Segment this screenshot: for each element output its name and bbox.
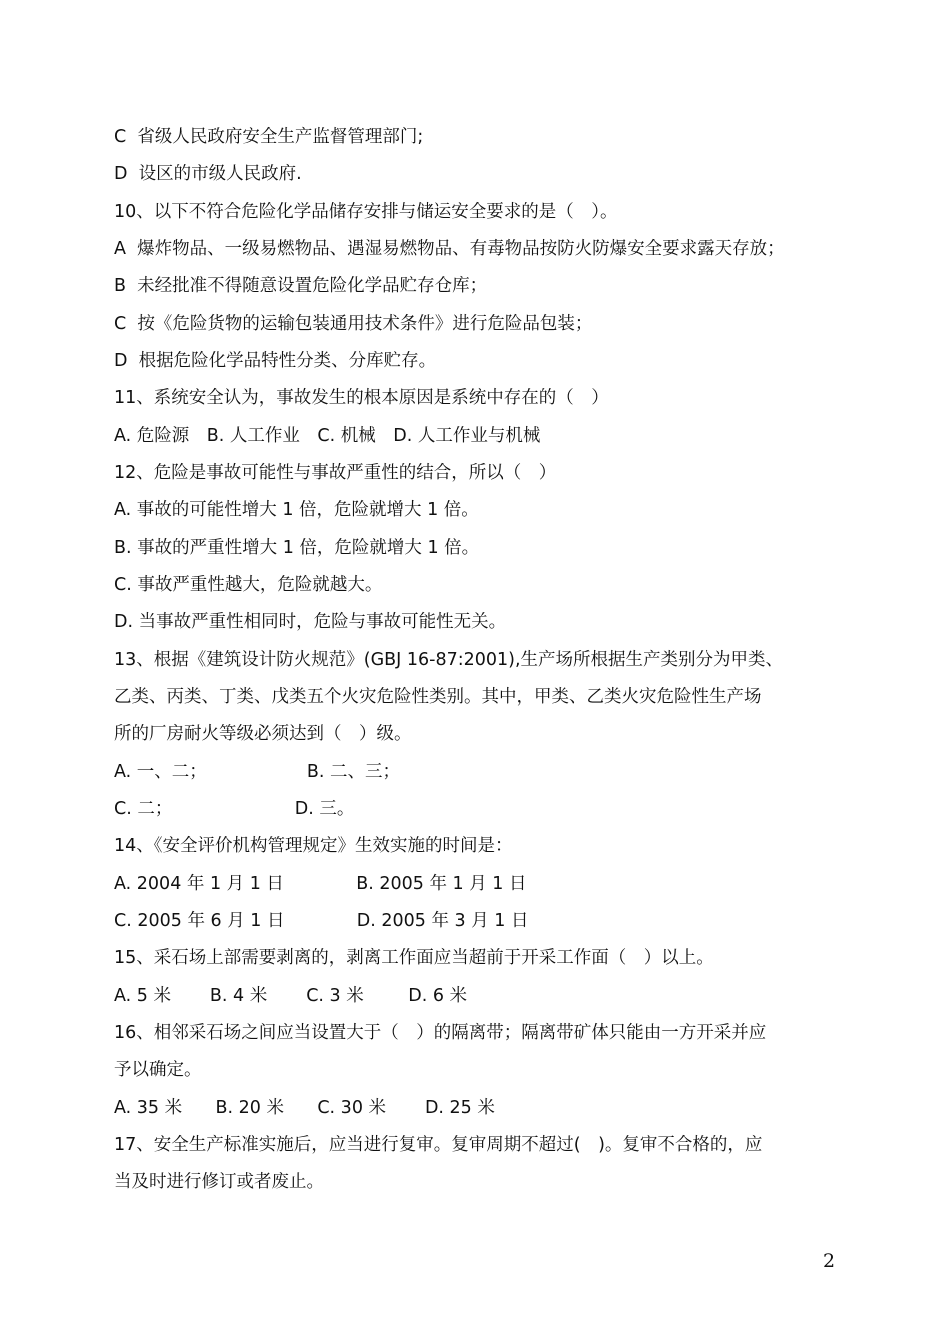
option-d: D. 当事故严重性相同时，危险与事故可能性无关。 [114,612,507,632]
option-a: A. 事故的可能性增大 1 倍，危险就增大 1 倍。 [114,500,479,520]
options-line: A. 35 米 B. 20 米 C. 30 米 D. 25 米 [114,1098,495,1118]
question-17-cont: 当及时进行修订或者废止。 [114,1172,324,1192]
options-line: A. 危险源 B. 人工作业 C. 机械 D. 人工作业与机械 [114,426,541,446]
question-17: 17、安全生产标准实施后，应当进行复审。复审周期不超过( )。复审不合格的，应 [114,1135,763,1155]
option-b: B. 事故的严重性增大 1 倍，危险就增大 1 倍。 [114,538,480,558]
options-line: A. 2004 年 1 月 1 日 B. 2005 年 1 月 1 日 [114,874,527,894]
options-line: A. 一、二； B. 二、三； [114,762,401,782]
question-10: 10、以下不符合危险化学品储存安排与储运安全要求的是（ ）。 [114,202,618,222]
option-d: D 根据危险化学品特性分类、分库贮存。 [114,351,437,371]
text-line: C 省级人民政府安全生产监督管理部门; [114,127,424,147]
question-13-cont: 乙类、丙类、丁类、戊类五个火灾危险性类别。其中，甲类、乙类火灾危险性生产场 [114,687,762,707]
option-c: C 按《危险货物的运输包装通用技术条件》进行危险品包装； [114,314,593,334]
page-number: 2 [823,1250,836,1272]
options-line: C. 2005 年 6 月 1 日 D. 2005 年 3 月 1 日 [114,911,529,931]
options-line: C. 二； D. 三。 [114,799,355,819]
question-12: 12、危险是事故可能性与事故严重性的结合，所以（ ） [114,463,557,483]
question-14: 14、《安全评价机构管理规定》生效实施的时间是： [114,836,513,856]
option-b: B 未经批准不得随意设置危险化学品贮存仓库； [114,276,488,296]
option-c: C. 事故严重性越大，危险就越大。 [114,575,383,595]
question-16: 16、相邻采石场之间应当设置大于（ ）的隔离带；隔离带矿体只能由一方开采并应 [114,1023,767,1043]
option-a: A 爆炸物品、一级易燃物品、遇湿易燃物品、有毒物品按防火防爆安全要求露天存放； [114,239,785,259]
options-line: A. 5 米 B. 4 米 C. 3 米 D. 6 米 [114,986,468,1006]
question-11: 11、系统安全认为，事故发生的根本原因是系统中存在的（ ） [114,388,609,408]
text-line: D 设区的市级人民政府. [114,164,302,184]
question-15: 15、采石场上部需要剥离的，剥离工作面应当超前于开采工作面（ ）以上。 [114,948,714,968]
question-16-cont: 予以确定。 [114,1060,202,1080]
question-13: 13、根据《建筑设计防火规范》(GBJ 16-87:2001),生产场所根据生产类别分为甲类、 [114,650,784,670]
question-13-cont: 所的厂房耐火等级必须达到（ ）级。 [114,724,412,744]
